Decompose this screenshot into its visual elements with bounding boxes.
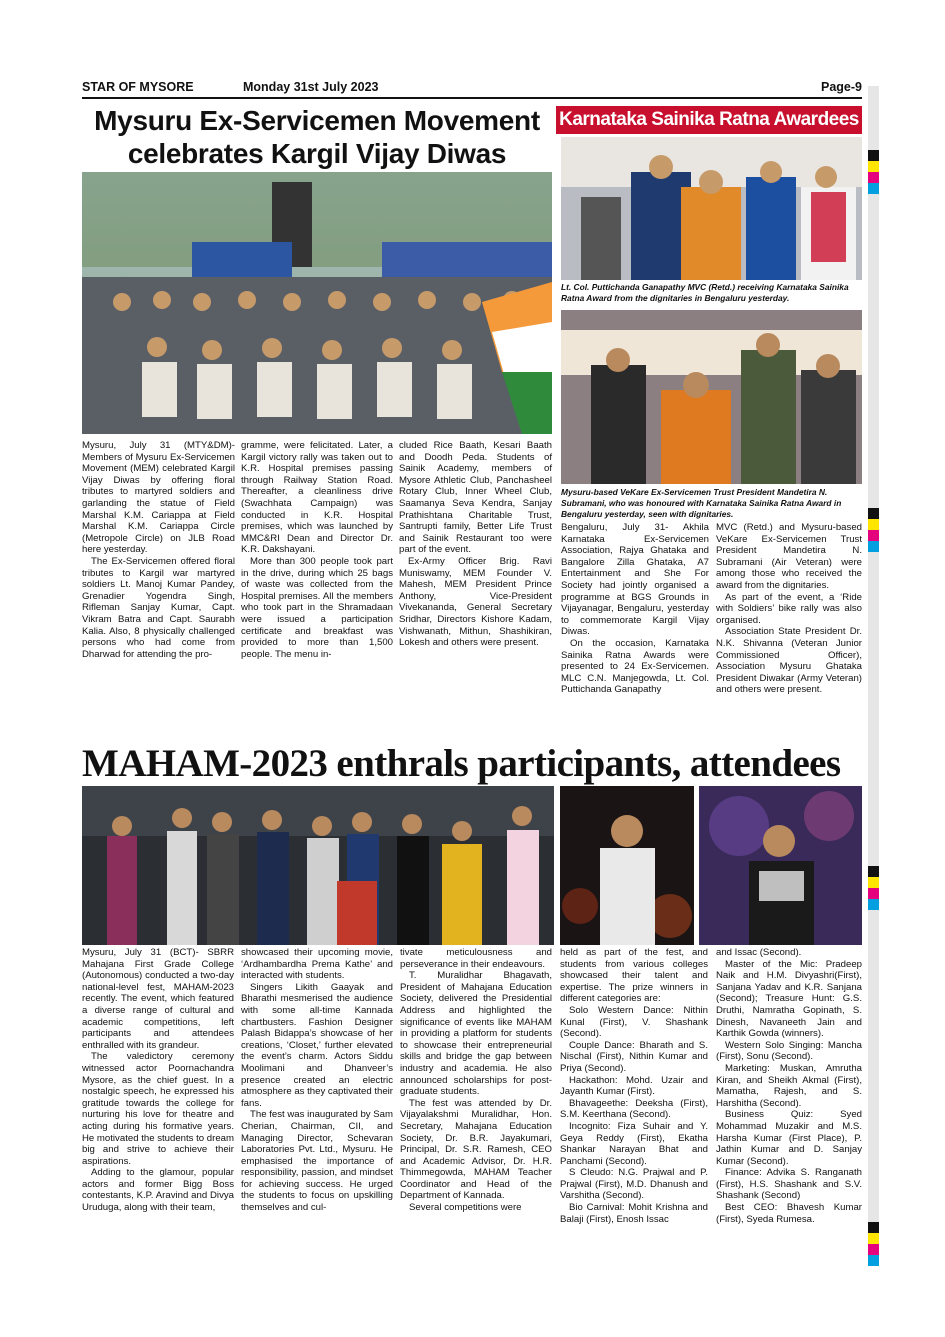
story3-paragraph: Adding to the glamour, popular actors and former Bigg Boss contestants, K.P. Aravind and Divya Uruduga, along with their team, xyxy=(82,1167,234,1214)
story2-col1 xyxy=(561,522,709,696)
registration-marks-top xyxy=(868,150,879,194)
cyan-swatch xyxy=(868,183,879,194)
prize-item: Business Quiz: Syed Mohammad Muzakir and M.S. Harsha Kumar (First Place), P. Jathin Kumar and D. Sanjay Kumar (Second). xyxy=(716,1109,862,1167)
prize-item: and Issac (Second). xyxy=(716,947,802,958)
yellow-swatch xyxy=(868,161,879,172)
award-photo-1 xyxy=(561,137,862,280)
maham-inauguration-photo xyxy=(82,786,554,945)
registration-marks-bottom xyxy=(868,1222,879,1266)
cyan-swatch xyxy=(868,541,879,552)
prize-item: S Cleudo: N.G. Prajwal and P. Prajwal (First), M.D. Dhanush and Varshitha (Second). xyxy=(560,1167,708,1202)
story2-paragraph: Bengaluru, July 31- Akhila Karnataka Ex-Servicemen Association, Rajya Ghataka and Bangalore Zilla Ghataka, A7 Entertainment and She For Society had jointly organised a programme at BGS Grounds in Vijayanagar, Bengaluru, yesterday to commemorate Kargil Vijay Diwas. xyxy=(561,522,709,638)
prize-item: Couple Dance: Bharath and S. Nischal (First), Nithin Kumar and Priya (Second). xyxy=(560,1039,708,1074)
story1-paragraph: More than 300 people took part in the drive, during which 25 bags of waste was collected from the Hospital premises. All the members who took part in the Shramadaan were issued a participation certificate and breakfast was provided to more than 1,500 people. The menu in- xyxy=(241,555,393,660)
story3-col1 xyxy=(82,947,234,1214)
story1-paragraph: gramme, were felicitated. Later, a Kargil victory rally was taken out to K.R. Hospital premises passing through Railway Station Road. Thereafter, a cleanliness drive (Swachhata Campaign) was conducted in K.R. Hospital premises, which was launched by MMC&RI Dean and Director Dr. K.R. Dakshayani. xyxy=(241,440,393,556)
award-photo-2-art xyxy=(561,310,862,484)
maham-singer-photo-1-art xyxy=(560,786,694,945)
story3-paragraph: held as part of the fest, and students from various colleges showcased their talent and expertise. The prize winners in different categories are: xyxy=(560,947,708,1005)
maham-singer-photo-2 xyxy=(699,786,862,945)
registration-strip xyxy=(868,86,879,1266)
maham-singer-photo-2-art xyxy=(699,786,862,945)
story1-col1 xyxy=(82,440,235,660)
prize-item: Bio Carnival: Mohit Krishna and Balaji (First), Enosh Issac xyxy=(560,1202,708,1225)
prize-item: Best CEO: Bhavesh Kumar (First), Syeda Rumesa. xyxy=(716,1202,862,1225)
award-photo-1-caption: Lt. Col. Puttichanda Ganapathy MVC (Retd.) receiving Karnataka Sainika Ratna Award from the dignitaries in Bengaluru yesterday. xyxy=(561,282,849,303)
prize-item: Western Solo Singing: Mancha (First), Sonu (Second). xyxy=(716,1039,862,1063)
prize-item: Marketing: Muskan, Amrutha Kiran, and Sheikh Akmal (First), Mamatha, Rajesh, and S. Harshitha (Second). xyxy=(716,1062,862,1109)
story1-headline xyxy=(82,104,552,170)
story1-paragraph: The Ex-Servicemen offered floral tributes to Kargil war martyred soldiers Lt. Manoj Kumar Pandey, Grenadier Yogendra Singh, Rifleman Sanjay Kumar, Capt. Vikram Batra and Capt. Saurabh Kalia. Also, 8 physically challenged persons who had come from Dharwad for attending the pro- xyxy=(82,555,235,660)
story3-paragraph: The fest was inaugurated by Sam Cherian, Chairman, CII, and Managing Director, Schevaran Laboratories Pvt. Ltd., Mysuru. He emphasised the importance of responsibility, passion, and mindset for achieving success. He urged the students to focus on upskilling themselves and cul- xyxy=(241,1109,393,1214)
story3-paragraph: Several competitions were xyxy=(409,1202,522,1214)
story3-paragraph: T. Muralidhar Bhagavath, President of Mahajana Education Society, delivered the Presidential Address and highlighted the significance of events like MAHAM in providing a platform for students to showcase their entrepreneurial skills and bridge the gap between industry and academia. He also announced scholarships for post-graduate students. xyxy=(400,970,552,1098)
yellow-swatch xyxy=(868,1233,879,1244)
magenta-swatch xyxy=(868,172,879,183)
award-banner-headline: Karnataka Sainika Ratna Awardees xyxy=(556,106,862,134)
registration-marks-middle xyxy=(868,508,879,552)
story3-paragraph: tivate meticulousness and perseverance in their endeavours. xyxy=(400,947,552,970)
maham-headline: MAHAM-2023 enthrals participants, attendees xyxy=(82,742,841,785)
black-swatch xyxy=(868,1222,879,1233)
black-swatch xyxy=(868,866,879,877)
story1-headline-line2: celebrates Kargil Vijay Diwas xyxy=(127,138,507,169)
cyan-swatch xyxy=(868,1255,879,1266)
story3-paragraph: The fest was attended by Dr. Vijayalakshmi Muralidhar, Hon. Secretary, Mahajana Education Society, Dr. B.R. Jayakumari, Principal, Dr. S.R. Ramesh, CEO and Academic Advisor, Dr. H.R. Thimmegowda, MAHAM Teacher Coordinator and Head of the Department of Kannada. xyxy=(400,1097,552,1202)
maham-inauguration-photo-art xyxy=(82,786,554,945)
page-number: Page-9 xyxy=(821,80,862,94)
kargil-rally-photo-art xyxy=(82,172,552,434)
story3-paragraph: The valedictory ceremony witnessed actor Poornachandra Mysore, as the chief guest. In a nostalgic speech, he expressed his gratitude towards the college for nurturing his love for theatre and acting during his formative years. He motivated the students to dream big and strive to achieve their aspirations. xyxy=(82,1051,234,1167)
kargil-rally-photo xyxy=(82,172,552,434)
award-photo-2 xyxy=(561,310,862,484)
story3-paragraph: showcased their upcoming movie, ‘Ardhambardha Prema Kathe’ and interacted with students. xyxy=(241,947,393,982)
story3-col5 xyxy=(716,947,862,1225)
story3-col2 xyxy=(241,947,393,1214)
registration-marks-lower xyxy=(868,866,879,910)
story2-paragraph: As part of the event, a ‘Ride with Soldiers’ bike rally was also organised. xyxy=(716,591,862,626)
magenta-swatch xyxy=(868,530,879,541)
story1-headline-line1: Mysuru Ex-Servicemen Movement xyxy=(94,105,540,136)
prize-item: Master of the Mic: Pradeep Naik and H.M. Divyashri(First), Sanjana Yadav and K.R. Sanjana (Second); Treasure Hunt: G.S. Druthi, Namratha Gopinath, S. Dinesh, Navaneeth Jain and Karthik Gowda (winners). xyxy=(716,958,862,1040)
story3-paragraph: Mysuru, July 31 (BCT)- SBRR Mahajana First Grade College (Autonomous) conducted a two-day national-level fest, MAHAM-2023 recently. The event, which featured a diverse range of cultural and academic competitions, left participants and attendees enthralled with its grandeur. xyxy=(82,947,234,1051)
story1-col2 xyxy=(241,440,393,660)
story2-paragraph: On the occasion, Karnataka Sainika Ratna Awards were presented to 24 Ex-Servicemen. MLC C.N. Manjegowda, Lt. Col. Puttichanda Ganapathy xyxy=(561,637,709,696)
award-photo-1-art xyxy=(561,137,862,280)
story1-paragraph: cluded Rice Baath, Kesari Baath and Doodh Peda. Students of Sainik Academy, members of Mysore Athletic Club, Panchasheel Rotary Club, Inner Wheel Club, Saamanya Seva Kendra, Sanjay Prathishtana Charitable Trust, Santrupti family, Better Life Trust and Sainik Restaurant too were part of the event. xyxy=(399,440,552,556)
prize-item: Finance: Advika S. Ranganath (First), H.S. Shashank and S.V. Shashank (Second) xyxy=(716,1167,862,1202)
prize-item: Bhavageethe: Deeksha (First), S.M. Keerthana (Second). xyxy=(560,1097,708,1121)
story2-paragraph: Association State President Dr. N.K. Shivanna (Veteran Junior Commissioned Officer), Association Mysuru Ghataka President Diwakar (Army Veteran) and others were present. xyxy=(716,626,862,696)
award-photo-2-caption: Mysuru-based VeKare Ex-Servicemen Trust President Mandetira N. Subramani, who was honoured with Karnataka Sainika Ratna Award in Bengaluru yesterday, seen with dignitaries. xyxy=(561,487,842,519)
prize-item: Incognito: Fiza Suhair and Y. Geya Reddy (First), Ekatha Shankar Narayan Bhat and Panchami (Second). xyxy=(560,1120,708,1167)
yellow-swatch xyxy=(868,519,879,530)
prize-item: Solo Western Dance: Nithin Kunal (First), V. Shashank (Second). xyxy=(560,1004,708,1040)
story2-paragraph: MVC (Retd.) and Mysuru-based VeKare Ex-Servicemen Trust President Mandetira N. Subramani (Air Veteran) were among those who received the award from the dignitaries. xyxy=(716,522,862,591)
story1-paragraph: Mysuru, July 31 (MTY&DM)- Members of Mysuru Ex-Servicemen Movement (MEM) celebrated Kargil Vijay Diwas by offering floral tributes to martyred soldiers and garlanding the statue of Field Marshal K.M. Cariappa at Field Marshal K.M. Cariappa Circle (Metropole Circle) on JLB Road here yesterday. xyxy=(82,440,235,556)
story1-col3 xyxy=(399,440,552,649)
black-swatch xyxy=(868,150,879,161)
story2-col2 xyxy=(716,522,862,696)
story3-col4 xyxy=(560,947,708,1225)
black-swatch xyxy=(868,508,879,519)
prize-item: Hackathon: Mohd. Uzair and Jayanth Kumar (First). xyxy=(560,1074,708,1098)
yellow-swatch xyxy=(868,877,879,888)
maham-singer-photo-1 xyxy=(560,786,694,945)
publication-name: STAR OF MYSORE xyxy=(82,80,194,94)
story3-col3 xyxy=(400,947,552,1214)
magenta-swatch xyxy=(868,888,879,899)
issue-date: Monday 31st July 2023 xyxy=(243,80,379,94)
header-rule xyxy=(82,97,862,99)
cyan-swatch xyxy=(868,899,879,910)
story3-paragraph: Singers Likith Gaayak and Bharathi mesmerised the audience with some all-time Kannada chartbusters. Fashion Designer Palash Bidappa’s showcase of her creations, ‘Closet,’ further elevated the event’s charm. Actors Siddu Moolimani and Dhanveer’s presence created an electric atmosphere as they captivated their fans. xyxy=(241,981,393,1109)
story1-paragraph: Ex-Army Officer Brig. Ravi Muniswamy, MEM Founder V. Mahesh, MEM President Prince Anthony, Vice-President Vivekananda, General Secretary Sridhar, Directors Kishore Kadam, Vishwanath, Mithun, Shashikiran, Lokesh and others were present. xyxy=(399,555,552,649)
magenta-swatch xyxy=(868,1244,879,1255)
